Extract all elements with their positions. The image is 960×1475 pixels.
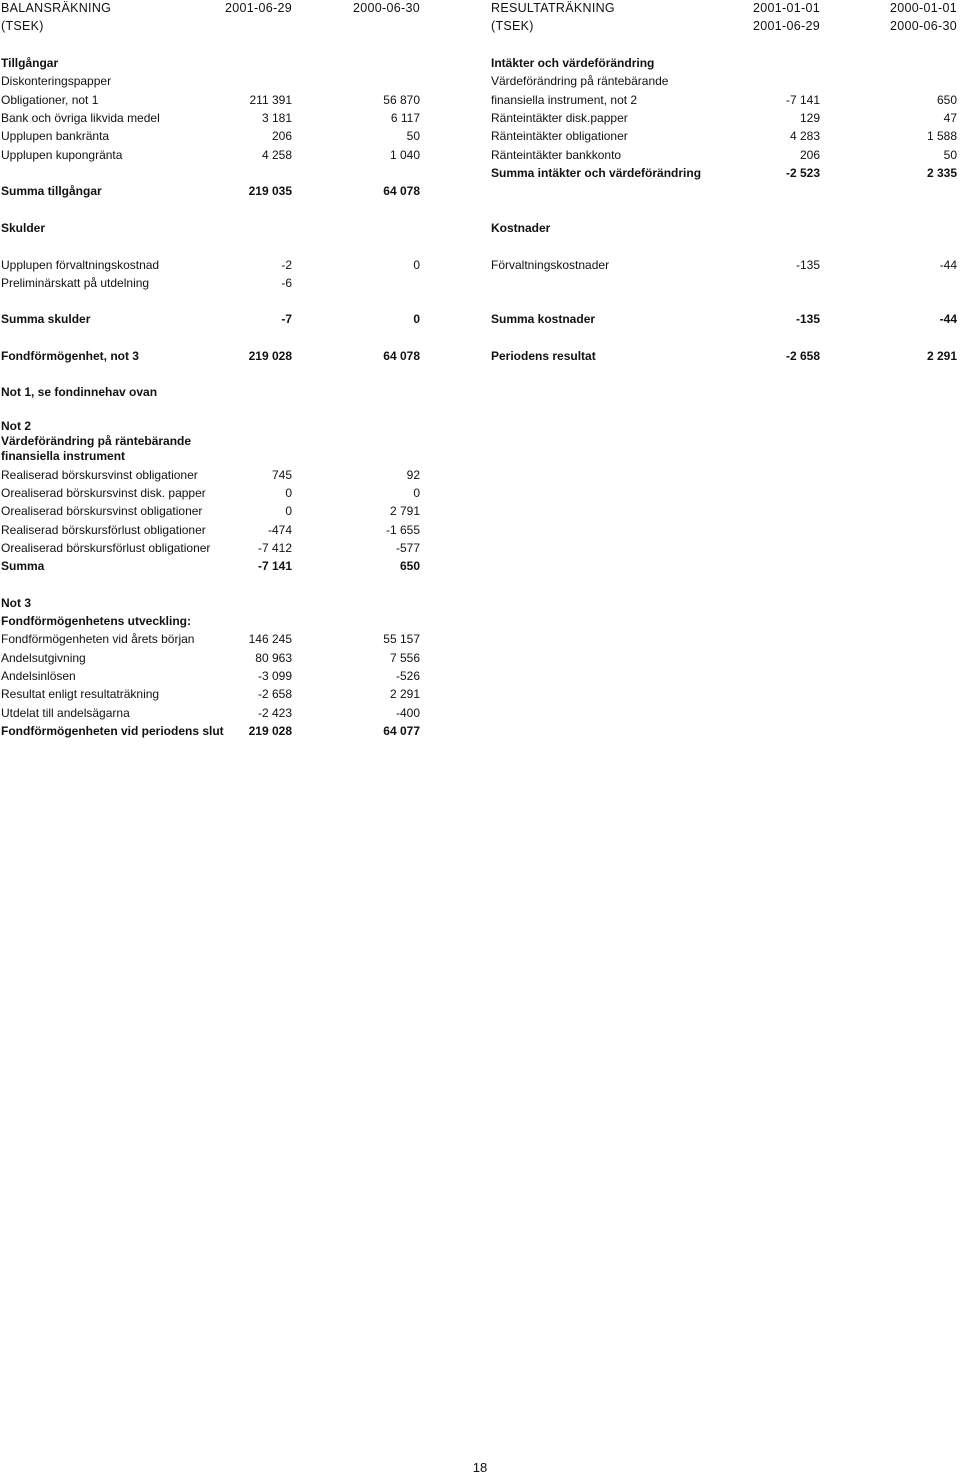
table-row — [1, 110, 421, 126]
row-label: Fondförmögenheten vid årets början — [1, 632, 195, 646]
table-row — [1, 257, 421, 273]
row-label: Andelsinlösen — [1, 669, 76, 683]
row-value-2: -44 — [939, 312, 957, 326]
row-value-1: 0 — [285, 486, 292, 500]
table-row — [1, 522, 421, 538]
row-value-1: -474 — [267, 523, 292, 537]
row-value-1: -7 141 — [785, 93, 820, 107]
note2-total-row — [1, 558, 421, 574]
table-row — [1, 275, 421, 291]
row-value-2: -44 — [939, 258, 957, 272]
revenue-subheading — [491, 73, 958, 89]
row-value-2: -1 655 — [385, 523, 420, 537]
note3-title-text: Not 3 — [1, 596, 31, 610]
row-label: Orealiserad börskursvinst obligationer — [1, 504, 203, 518]
liabilities-total-row — [1, 311, 421, 327]
row-label: Summa kostnader — [491, 312, 596, 326]
income-period-end1: 2001-06-29 — [753, 19, 820, 33]
balance-unit: (TSEK) — [1, 19, 44, 33]
row-label: Summa skulder — [1, 312, 91, 326]
row-label: Ränteintäkter bankkonto — [491, 148, 622, 162]
liabilities-heading-label: Skulder — [1, 221, 46, 235]
table-row — [1, 467, 421, 483]
income-title: RESULTATRÄKNING — [491, 1, 615, 15]
row-value-1: -2 523 — [785, 166, 820, 180]
note2-subtitle-2-text: finansiella instrument — [1, 449, 126, 463]
table-row — [1, 147, 421, 163]
row-value-2: 650 — [399, 559, 420, 573]
row-value-2: 0 — [413, 312, 420, 326]
row-label: Upplupen förvaltningskostnad — [1, 258, 160, 272]
table-row — [1, 128, 421, 144]
table-row — [1, 668, 421, 684]
row-value-1: -2 — [281, 258, 292, 272]
row-label: Fondförmögenheten vid periodens slut — [1, 724, 224, 738]
row-value-2: 64 078 — [383, 349, 420, 363]
balance-title: BALANSRÄKNING — [1, 1, 112, 15]
row-value-1: 129 — [799, 111, 820, 125]
row-value-2: 2 791 — [389, 504, 420, 518]
costs-heading — [491, 220, 958, 236]
note2-subtitle-1-text: Värdeförändring på räntebärande — [1, 434, 192, 448]
row-label: Realiserad börskursvinst obligationer — [1, 468, 198, 482]
row-label: Periodens resultat — [491, 349, 596, 363]
balance-date2: 2000-06-30 — [353, 1, 420, 15]
row-value-2: 650 — [936, 93, 957, 107]
fund-capital-row — [1, 348, 421, 364]
row-value-2: 50 — [943, 148, 957, 162]
row-value-1: -3 099 — [257, 669, 292, 683]
row-value-2: 7 556 — [389, 651, 420, 665]
income-period-end2: 2000-06-30 — [890, 19, 957, 33]
row-value-1: -7 — [281, 312, 292, 326]
row-value-1: 745 — [271, 468, 292, 482]
revenue-heading — [491, 55, 958, 71]
row-label: Summa intäkter och värdeförändring — [491, 166, 702, 180]
costs-total-row — [491, 311, 958, 327]
note3-total-row — [1, 723, 421, 739]
row-value-2: 55 157 — [383, 632, 420, 646]
assets-heading — [1, 55, 421, 71]
row-value-2: 2 291 — [926, 349, 957, 363]
row-value-2: 47 — [943, 111, 957, 125]
assets-total-row — [1, 183, 421, 199]
row-label: finansiella instrument, not 2 — [491, 93, 638, 107]
row-value-1: 4 258 — [261, 148, 292, 162]
row-label: Utdelat till andelsägarna — [1, 706, 130, 720]
table-row — [1, 503, 421, 519]
row-value-2: 50 — [406, 129, 420, 143]
row-label: Summa tillgångar — [1, 184, 102, 198]
note1 — [1, 384, 421, 400]
row-value-2: 0 — [413, 486, 420, 500]
liabilities-heading — [1, 220, 421, 236]
row-value-1: 206 — [799, 148, 820, 162]
revenue-subheading-label: Värdeförändring på räntebärande — [491, 74, 669, 88]
row-value-1: -135 — [795, 258, 820, 272]
row-value-1: -7 141 — [257, 559, 292, 573]
row-value-1: -6 — [281, 276, 292, 290]
table-row — [1, 631, 421, 647]
row-value-2: 64 078 — [383, 184, 420, 198]
row-value-1: 219 035 — [248, 184, 292, 198]
row-label: Upplupen bankränta — [1, 129, 110, 143]
row-label: Diskonteringspapper — [1, 74, 112, 88]
table-row — [491, 110, 958, 126]
row-label: Upplupen kupongränta — [1, 148, 123, 162]
row-value-2: 2 335 — [926, 166, 957, 180]
row-value-2: 1 588 — [926, 129, 957, 143]
row-label: Bank och övriga likvida medel — [1, 111, 160, 125]
row-value-2: 64 077 — [383, 724, 420, 738]
balance-date1: 2001-06-29 — [225, 1, 292, 15]
table-row — [491, 257, 958, 273]
note2-title-text: Not 2 — [1, 419, 31, 433]
row-value-2: 0 — [413, 258, 420, 272]
row-value-1: -2 658 — [785, 349, 820, 363]
row-value-2: -526 — [395, 669, 420, 683]
row-value-1: 80 963 — [255, 651, 292, 665]
note2-subtitle-2 — [1, 448, 421, 464]
row-value-1: -2 423 — [257, 706, 292, 720]
income-period-start2: 2000-01-01 — [890, 1, 957, 15]
income-header-row — [491, 0, 958, 16]
row-value-2: 92 — [406, 468, 420, 482]
balance-unit-row — [1, 18, 421, 34]
income-unit: (TSEK) — [491, 19, 534, 33]
note2-subtitle-1 — [1, 433, 421, 449]
row-value-2: 2 291 — [389, 687, 420, 701]
table-row — [1, 705, 421, 721]
table-row — [1, 650, 421, 666]
row-value-2: -577 — [395, 541, 420, 555]
note1-text: Not 1, se fondinnehav ovan — [1, 385, 158, 399]
note3-subtitle-text: Fondförmögenhetens utveckling: — [1, 614, 192, 628]
row-value-2: 56 870 — [383, 93, 420, 107]
row-label: Orealiserad börskursförlust obligationer — [1, 541, 211, 555]
row-value-2: -400 — [395, 706, 420, 720]
row-label: Andelsutgivning — [1, 651, 86, 665]
row-label: Ränteintäkter disk.papper — [491, 111, 628, 125]
table-row — [1, 73, 421, 89]
row-value-2: 1 040 — [389, 148, 420, 162]
row-label: Orealiserad börskursvinst disk. papper — [1, 486, 206, 500]
costs-heading-label: Kostnader — [491, 221, 551, 235]
note3-subtitle — [1, 613, 421, 629]
table-row — [1, 540, 421, 556]
table-row — [1, 485, 421, 501]
period-result-row — [491, 348, 958, 364]
row-value-1: -2 658 — [257, 687, 292, 701]
row-value-1: 146 245 — [248, 632, 292, 646]
row-value-1: 3 181 — [261, 111, 292, 125]
row-value-1: 4 283 — [789, 129, 820, 143]
row-label: Summa — [1, 559, 45, 573]
row-label: Ränteintäkter obligationer — [491, 129, 628, 143]
row-value-1: 206 — [271, 129, 292, 143]
note3-title — [1, 595, 421, 611]
table-row — [1, 92, 421, 108]
table-row — [491, 128, 958, 144]
row-label: Resultat enligt resultaträkning — [1, 687, 160, 701]
table-row — [1, 686, 421, 702]
row-value-1: -7 412 — [257, 541, 292, 555]
row-value-1: 211 391 — [249, 93, 292, 107]
page-number: 18 — [472, 1460, 488, 1475]
row-value-1: 219 028 — [248, 724, 292, 738]
row-value-1: 0 — [285, 504, 292, 518]
table-row — [491, 147, 958, 163]
row-value-2: 6 117 — [390, 111, 420, 125]
assets-heading-label: Tillgångar — [1, 56, 59, 70]
balance-header-row — [1, 0, 421, 16]
note2-title — [1, 418, 421, 434]
revenue-heading-label: Intäkter och värdeförändring — [491, 56, 655, 70]
row-label: Obligationer, not 1 — [1, 93, 99, 107]
row-value-1: -135 — [795, 312, 820, 326]
row-label: Förvaltningskostnader — [491, 258, 610, 272]
row-label: Fondförmögenhet, not 3 — [1, 349, 139, 363]
row-label: Realiserad börskursförlust obligationer — [1, 523, 206, 537]
table-row — [491, 92, 958, 108]
revenue-total-row — [491, 165, 958, 181]
row-label: Preliminärskatt på utdelning — [1, 276, 150, 290]
income-period-start1: 2001-01-01 — [753, 1, 820, 15]
income-unit-row — [491, 18, 958, 34]
row-value-1: 219 028 — [248, 349, 292, 363]
